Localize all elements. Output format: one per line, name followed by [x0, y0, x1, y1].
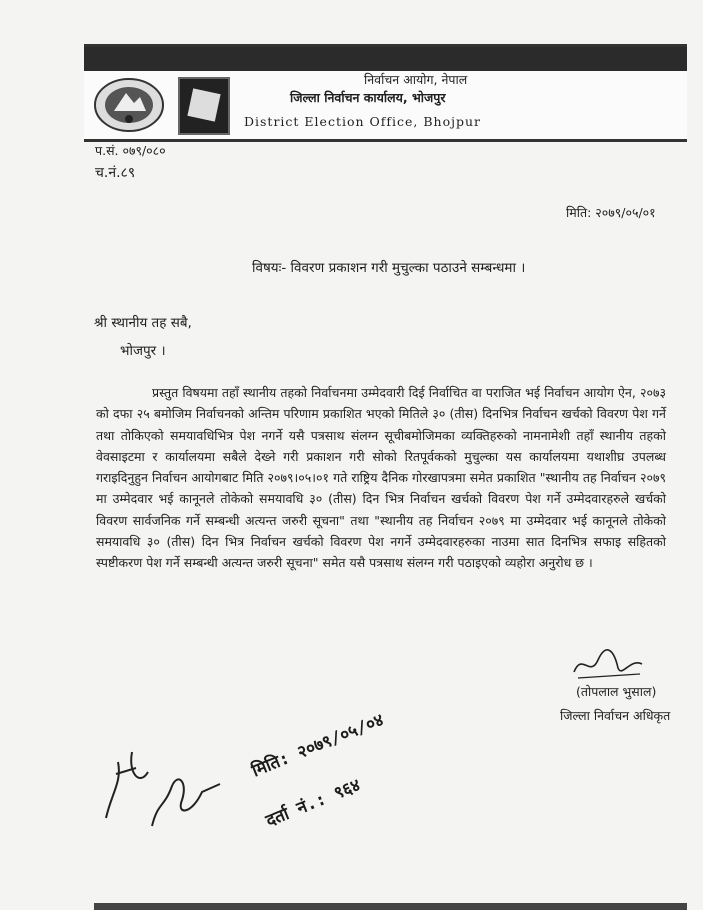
election-logo-icon — [178, 77, 230, 135]
letter-date: मिति: २०७९/०५/०१ — [566, 205, 656, 220]
bottom-edge-band — [94, 903, 687, 910]
received-stamp-date: मिति: २०७९/०५/०४ — [249, 710, 387, 782]
received-stamp-number: दर्ता नं.: ९६४ — [263, 775, 364, 832]
handwritten-annotation — [92, 722, 232, 832]
nepal-emblem-icon — [92, 73, 166, 133]
recipient-line-1: श्री स्थानीय तह सबै, — [94, 315, 192, 331]
letterhead — [84, 44, 687, 142]
letter-subject: विषयः- विवरण प्रकाशन गरी मुचुल्का पठाउने सम्बन्धमा । — [252, 260, 526, 276]
signer-designation: जिल्ला निर्वाचन अधिकृत — [560, 708, 671, 723]
officer-signature — [568, 648, 648, 682]
org-small-title: निर्वाचन आयोग, नेपाल — [364, 72, 468, 87]
signer-name: (तोपलाल भुसाल) — [576, 684, 657, 699]
letterhead-top-band — [84, 47, 687, 71]
org-name-english: District Election Office, Bhojpur — [244, 114, 482, 129]
org-name-nepali: जिल्ला निर्वाचन कार्यालय, भोजपुर — [290, 90, 446, 105]
letter-body: प्रस्तुत विषयमा तहाँ स्थानीय तहको निर्वाचनमा उम्मेदवारी दिई निर्वाचित वा पराजित भई निर्वाचन आयोग ऐन, २०७३ को दफा २५ बमोजिम निर्वाचनको अन्तिम परिणाम प्रकाशित भएको मितिले ३० (तीस) दिनभित्र निर्वाचन खर्चको विवरण पेश गर्ने तथा तोकिएको समयावधिभित्र पेश नगर्ने यसै पत्रसाथ संलग्न सूचीबमोजिमका व्यक्तिहरुको नामनामेशी तहाँ स्थानीय तहको वेवसाइटमा र कार्यालयमा सबैले देख्ने गरी प्रकाशन गरी सोको रितपूर्वकको मुचुल्का यस कार्यालयमा यथाशीघ्र उपलब्ध गराइदिनुहुन निर्वाचन आयोगबाट मिति २०७९।०५।०१ गते राष्ट्रिय दैनिक गोरखापत्रमा समेत प्रकाशित "स्थानीय तह निर्वाचन २०७९ मा उम्मेदवार भई कानूनले तोकेको समयावधि ३० (तीस) दिन भित्र निर्वाचन खर्चको विवरण पेश गर्ने उम्मेदवारहरुले खर्चको विवरण सार्वजनिक गर्ने सम्बन्धी अत्यन्त जरुरी सूचना" तथा "स्थानीय तह निर्वाचन २०७९ मा उम्मेदवार भई कानूनले तोकेको समयावधि ३० (तीस) दिन भित्र निर्वाचन खर्चको विवरण पेश नगर्ने उम्मेदवारहरुका नाउमा सात दिनभित्र सफाइ सहितको स्पष्टीकरण पेश गर्ने सम्बन्धी अत्यन्त जरुरी सूचना" समेत यसै पत्रसाथ संलग्न गरी पठाइएको व्यहोरा अनुरोध छ । — [96, 385, 666, 571]
dispatch-number: च.नं.८९ — [95, 165, 136, 181]
reference-number: प.सं. ०७९/०८० — [95, 143, 166, 158]
recipient-line-2: भोजपुर । — [120, 343, 166, 359]
